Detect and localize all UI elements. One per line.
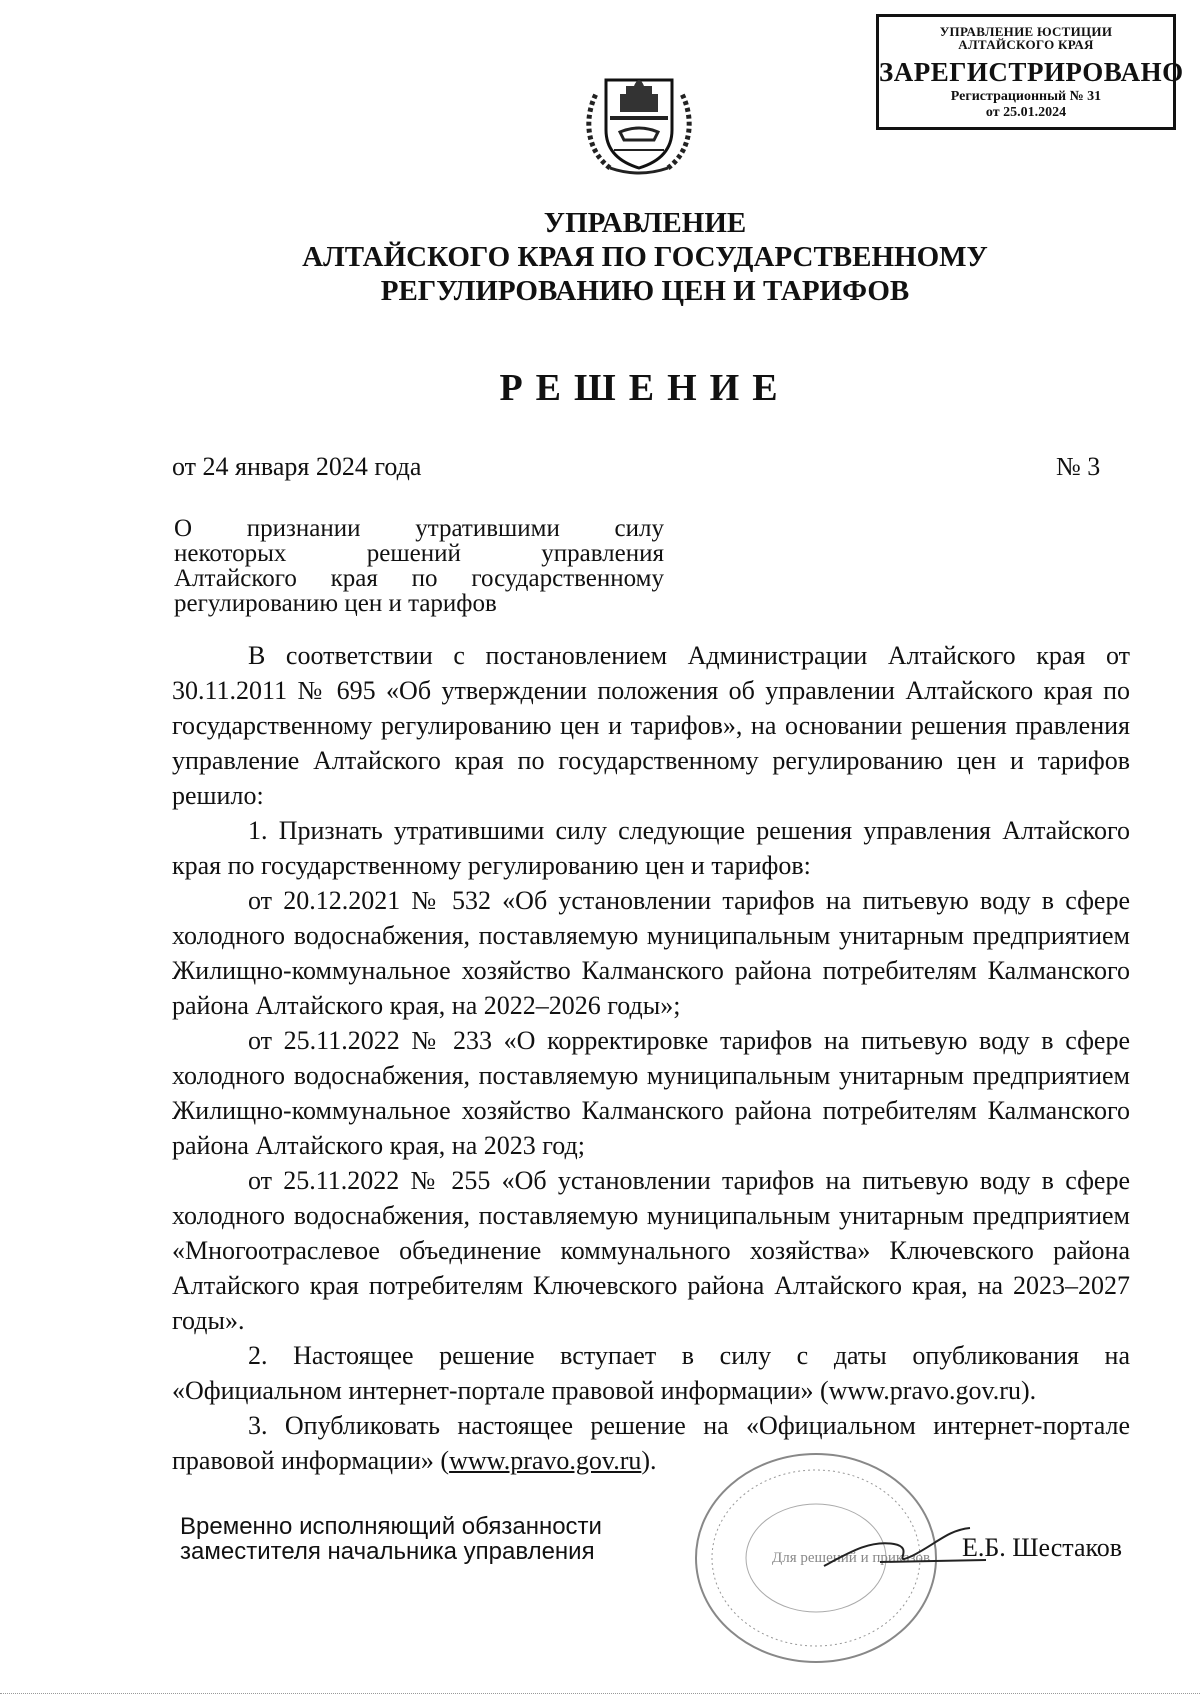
document-body [172, 638, 1130, 1478]
stamp-reg-date: от 25.01.2024 [985, 105, 1067, 120]
subject-line: О признании утратившими силу [174, 515, 664, 542]
signatory-role-line: Временно исполняющий обязанности [180, 1513, 602, 1540]
org-title-line: АЛТАЙСКОГО КРАЯ ПО ГОСУДАРСТВЕННОМУ [302, 241, 988, 273]
subject-line: Алтайского края по государственному [174, 565, 664, 592]
item-1-paragraph: 1. Признать утратившими силу следующие решения управления Алтайского края по государственному регулированию цен и тарифов: [172, 816, 1130, 880]
page-bottom-rule [0, 1693, 1200, 1695]
repealed-decision-1: от 20.12.2021 № 532 «Об установлении тарифов на питьевую воду в сфере холодного водоснабжения, поставляемую муниципальным унитарным предприятием Жилищно-коммунальное хозяйство Калманского района потребителям Калманского района Алтайского края, на 2022–2026 годы»; [172, 886, 1130, 1020]
item-3-paragraph [172, 1408, 1130, 1478]
signatory-role [180, 1514, 602, 1564]
repealed-decision-3: от 25.11.2022 № 255 «Об установлении тарифов на питьевую воду в сфере холодного водоснабжения, поставляемую муниципальным унитарным предприятием «Многоотраслевое объединение коммунального хозяйства» Ключевского района Алтайского края потребителям Ключевского района Алтайского края, на 2023–2027 годы». [172, 1166, 1130, 1335]
seal-text: Для решений и приказов [772, 1550, 931, 1566]
stamp-org: УПРАВЛЕНИЕ ЮСТИЦИИ АЛТАЙСКОГО КРАЯ [939, 24, 1113, 52]
item-3-text: 3. Опубликовать настоящее решение на «Официальном интернет-портале правовой информации» ( [172, 1411, 1130, 1475]
stamp-title: ЗАРЕГИСТРИРОВАНО [879, 57, 1184, 87]
document-date: от 24 января 2024 года [172, 452, 422, 481]
signatory-name: Е.Б. Шестаков [962, 1533, 1123, 1562]
item-3-end: ). [641, 1446, 657, 1475]
org-title-line: РЕГУЛИРОВАНИЮ ЦЕН И ТАРИФОВ [380, 275, 910, 307]
document-type-heading: РЕШЕНИЕ [499, 367, 791, 409]
repealed-decision-2: от 25.11.2022 № 233 «О корректировке тарифов на питьевую воду в сфере холодного водоснабжения, поставляемую муниципальным унитарным предприятием Жилищно-коммунальное хозяйство Калманского района потребителям Калманского района Алтайского края, на 2023 год; [172, 1026, 1130, 1160]
subject-line: некоторых решений управления [174, 540, 664, 567]
stamp-reg-number: Регистрационный № 31 [950, 89, 1102, 104]
organization-title [200, 206, 1090, 308]
intro-paragraph: В соответствии с постановлением Администрации Алтайского края от 30.11.2011 № 695 «Об утверждении положения об управлении Алтайского края по государственному регулированию цен и тарифов», на основании решения правления управление Алтайского края по государственному регулированию цен и тарифов решило: [172, 641, 1130, 810]
registration-stamp [876, 14, 1184, 130]
pravo-gov-link[interactable]: www.pravo.gov.ru [449, 1446, 642, 1475]
document-subject [174, 516, 664, 616]
org-title-line: УПРАВЛЕНИЕ [543, 207, 747, 239]
coat-of-arms-emblem [580, 60, 698, 180]
subject-line: регулированию цен и тарифов [174, 590, 497, 617]
document-number: № 3 [1056, 452, 1101, 481]
item-2-paragraph: 2. Настоящее решение вступает в силу с даты опубликования на «Официальном интернет-портале правовой информации» (www.pravo.gov.ru). [172, 1341, 1130, 1405]
signatory-role-line: заместителя начальника управления [180, 1538, 595, 1565]
